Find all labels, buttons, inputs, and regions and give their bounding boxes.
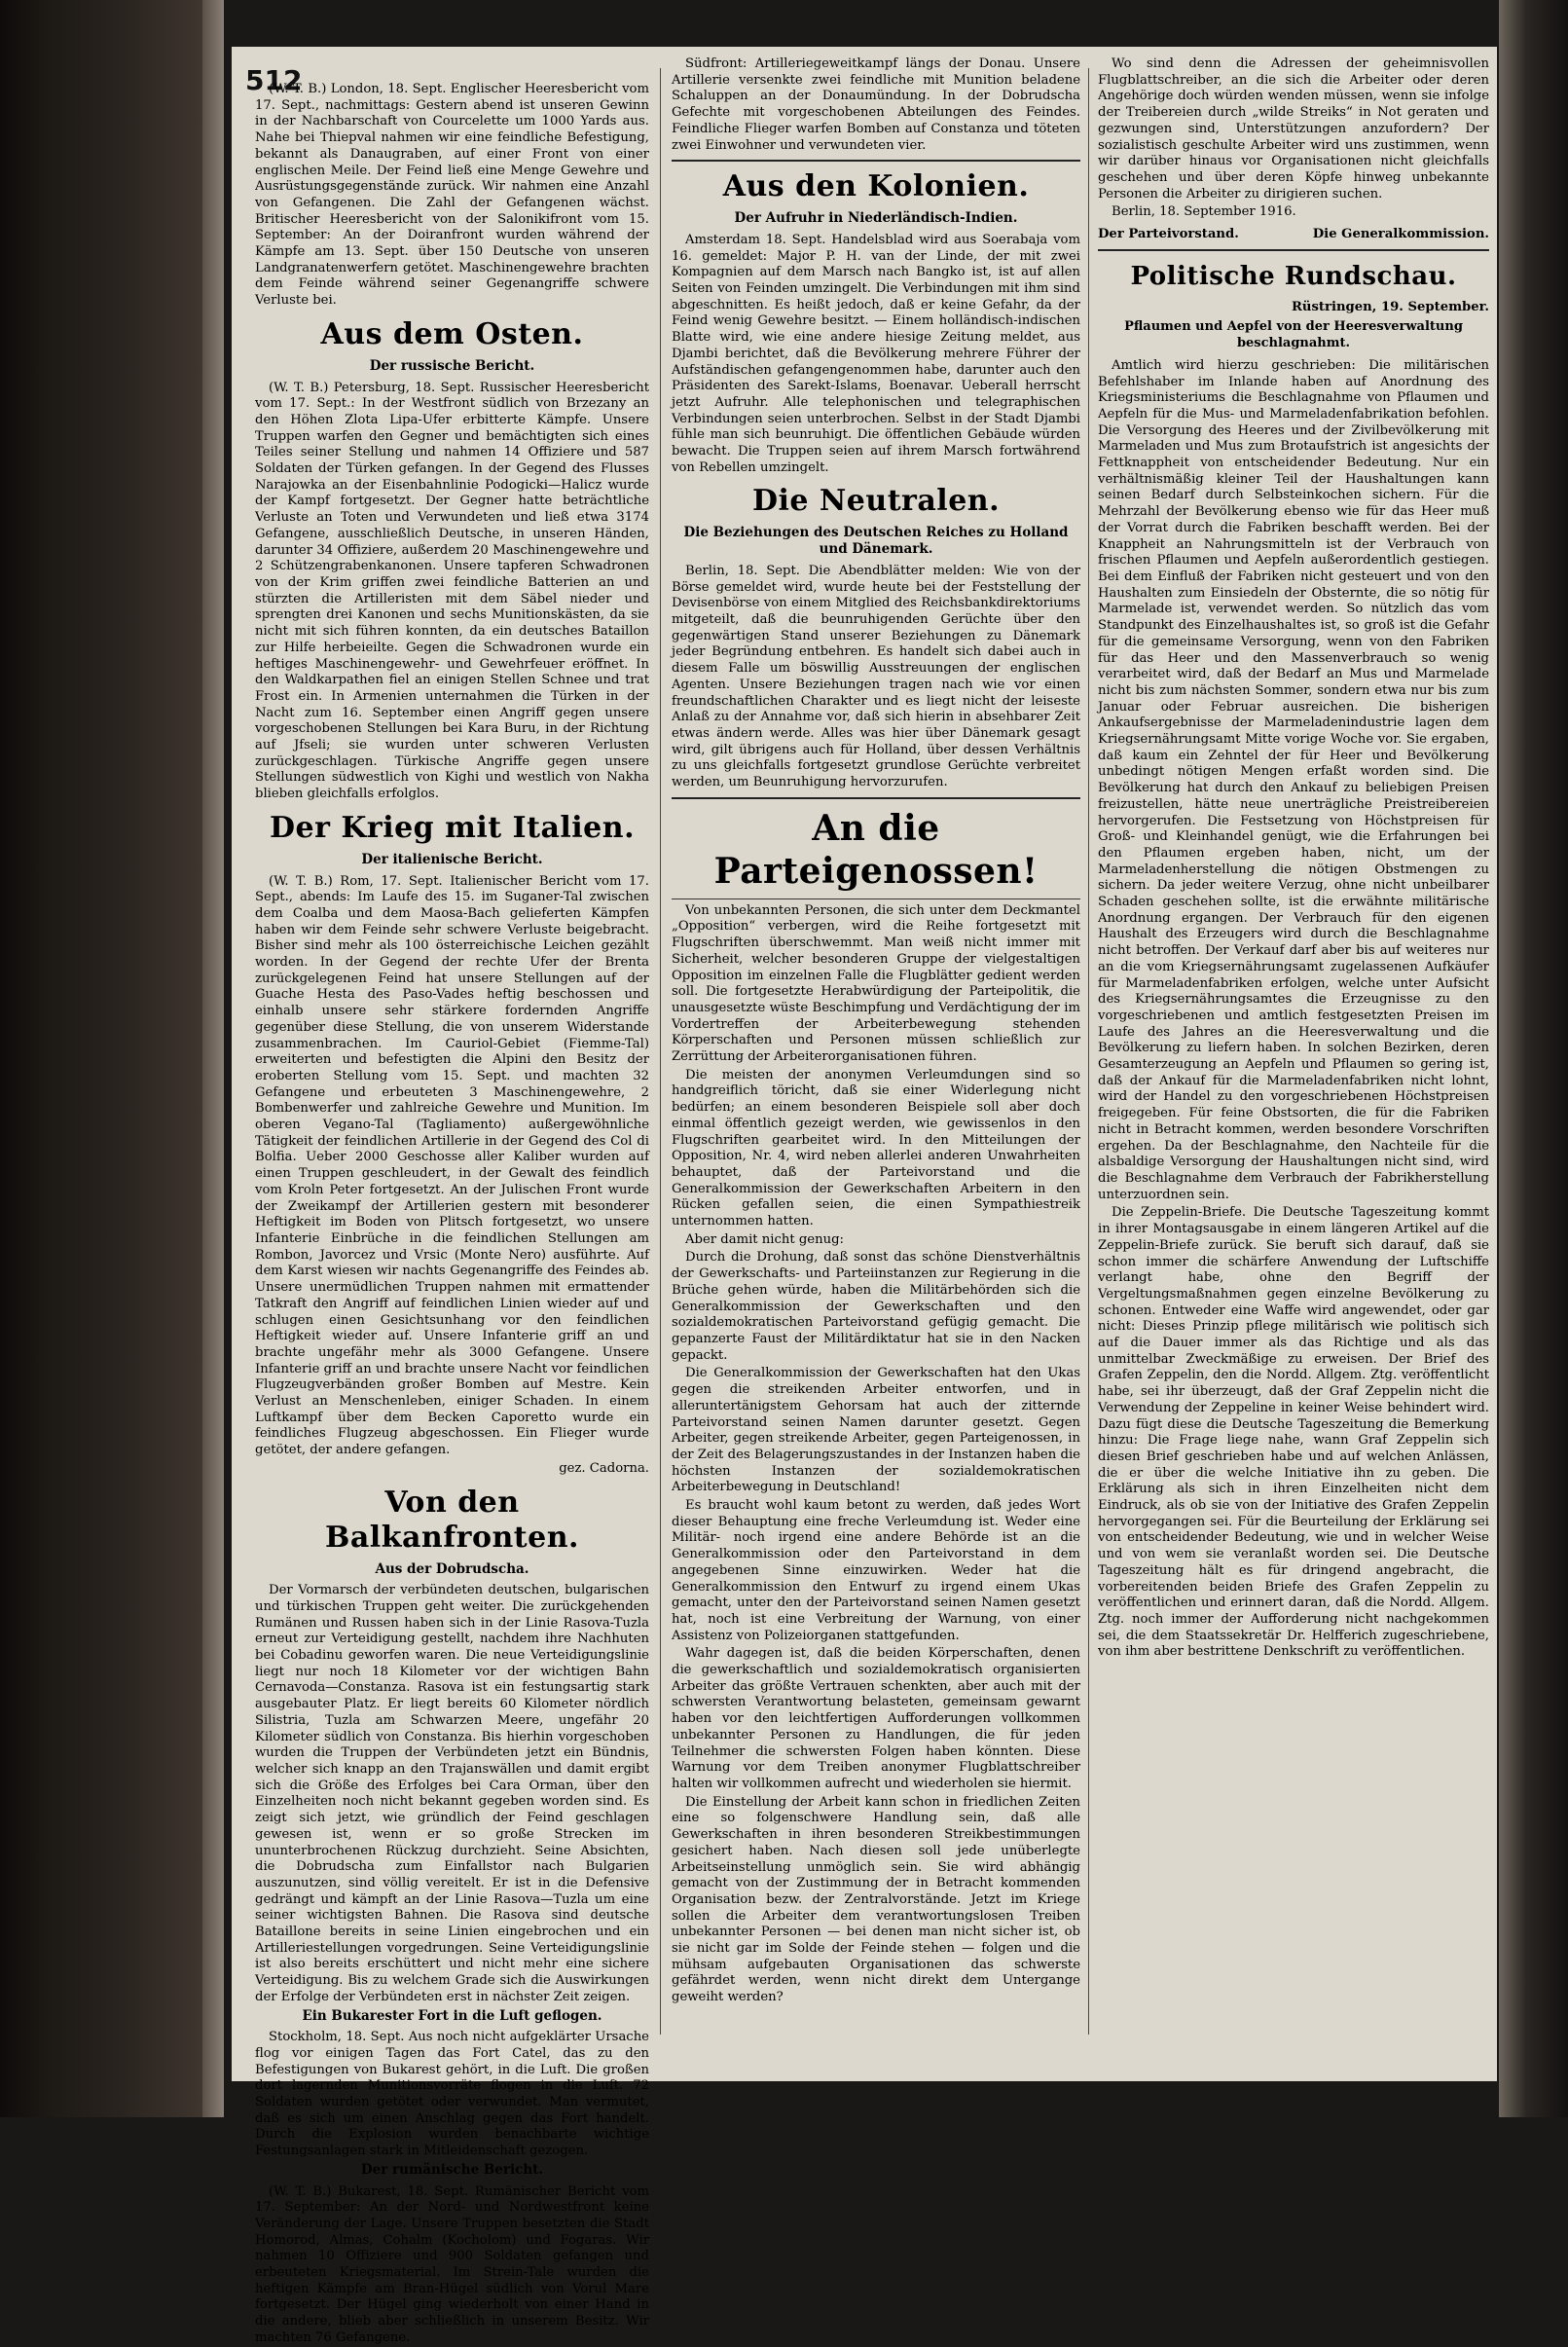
divider [672, 160, 1080, 162]
article-dobrudscha: Der Vormarsch der verbündeten deutschen, bulgarischen und türkischen Truppen geht weiter. Die zurückgehenden Rumänen und Russen haben sich in der Linie Rasova-Tuzla erneut zur Verteidigung gestellt, nachdem ihre Nachhuten bei Cobadinu geworfen waren. Die neue Verteidigungslinie liegt nur noch 18 Kilometer vor der wichtigen Bahn Cernavoda—Constanza. Rasova ist ein festungsartig stark ausgebauter Platz. Er liegt bereits 60 Kilometer nördlich Silistria, Tuzla am Schwarzen Meere, ungefähr 20 Kilometer südlich von Constanza. Bis hierhin vorgeschoben wurden die Truppen der Verbündeten jetzt ein Bündnis, welcher sich knapp an den Trajanswällen und damit ergibt sich die Größe des Erfolges bei Cara Orman, über den Einzelheiten noch nicht bekannt gegeben worden sind. Es zeigt sich jetzt, wie gründlich der Feind geschlagen gewesen ist, wenn er so große Strecken im ununterbrochenen Rückzug durchzieht. Seine Absichten, die Dobrudscha zum Einfallstor nach Bulgarien auszunutzen, sind völlig vereitelt. Er ist in die Defensive gedrängt und kämpft an der Linie Rasova—Tuzla um eine seiner wichtigsten Bahnen. Die Rasova sind deutsche Bataillone bereits in seine Linien eingebrochen und ein Artilleriestellungen vorgedrungen. Seine Verteidigungslinie ist also bereits erschüttert und nicht mehr eine sichere Verteidigung. Bis zu welchem Grade sich die Auswirkungen der Erfolge der Verbündeten erst in nächster Zeit zeigen. [255, 1583, 649, 2004]
headline-balkan: Von den Balkanfronten. [325, 1485, 579, 1555]
article-partei-p5: Die Generalkommission der Gewerkschaften hat den Ukas gegen die streikenden Arbeiter entworfen, und in alleruntertänigstem Gehorsam hat auch der zitternde Parteivorstand seinen Namen darunter gesetzt. Gegen Arbeiter, gegen streikende Arbeiter, gegen Parteigenossen, in der Zeit des Belagerungszustandes in der Instanzen haben die höchsten Instanzen der sozialdemokratischen Arbeiterbewegung in Deutschland! [672, 1366, 1080, 1495]
article-pflaumen: Amtlich wird hierzu geschrieben: Die militärischen Befehlshaber im Inlande haben auf Anordnung des Kriegsministeriums die Beschlagnahme von Pflaumen und Aepfeln für die Mus- und Marmeladenfabrikation befohlen. Die Versorgung des Heeres und der Zivilbevölkerung mit Marmeladen und Mus zum Brotaufstrich ist angesichts der Fettknappheit von entscheidender Bedeutung. Nur ein verhältnismäßig kleiner Teil der Haushaltungen kann seinen Bedarf durch Selbsteinkochen sichern. Für die Mehrzahl der Bevölkerung ebenso wie für das Heer muß der Vorrat durch die Fabriken beschafft werden. Bei der Knappheit an Nahrungsmitteln ist der Verbrauch von frischen Pflaumen und Aepfeln außerordentlich gestiegen. Bei dem Einfluß der Fabriken nicht gesteuert und von den Haushalten zum Einsiedeln der Obsternte, die so nötig für Marmelade ist, verwendet werden. So nützlich das vom Standpunkt des Einzelhaushaltes ist, so groß ist die Gefahr für die gemeinsame Versorgung, wenn von den Fabriken für das Heer und den Massenverbrauch so wenig verarbeitet wird, daß der Bedarf an Mus und Marmelade nicht bis zum nächsten Sommer, sondern etwa nur bis zum Januar oder Februar ausreichen. Die bisherigen Ankaufsergebnisse der Marmeladenindustrie lagen dem Kriegsernährungsamt Mitte vorige Woche vor. Sie ergaben, daß kaum ein Zehntel der für Heer und Bevölkerung unbedingt nötigen Mengen erfaßt worden sind. Die Bevölkerung hat durch den Ankauf zu beliebigen Preisen freizustellen, hätte neue unerträgliche Preistreibereien hervorgerufen. Die Festsetzung von Höchstpreisen für Groß- und Kleinhandel genügt, wie die Erfahrungen bei den Pflaumen ergeben haben, nicht, um der Marmeladenherstellung die nötigen Obstmengen zu sichern. Da jeder weitere Verzug, ohne nicht unbeilbarer Schaden geschehen sollte, ist die erwähnte militärische Anordnung ergangen. Der Verbrauch für den eigenen Haushalt des Erzeugers wird durch die Beschlagnahme nicht betroffen. Der Verkauf darf aber bis auf weiteres nur an die vom Kriegsernährungsamt zugelassenen Aufkäufer für Marmeladenfabriken erfolgen, welche unter Aufsicht des Kriegsernährungsamtes die Erzeugnisse zu den vorgeschriebenen und amtlich festgesetzten Preisen im Laufe des Jahres an die Heeresverwaltung und die Bevölkerung zu liefern haben. In solchen Bezirken, deren Gesamterzeugung an Aepfeln und Pflaumen so gering ist, daß der Ankauf für die Marmeladenfabriken nicht lohnt, wird der Handel zu den vorgeschriebenen Höchstpreisen freigegeben. Für feine Obstsorten, die für die Fabriken nicht in Betracht kommen, werden besondere Vorschriften ergehen. Da der Beschlagnahme, den Nachteile für die alsbaldige Versorgung der Haushaltungen nicht sind, wird die Beschlagnahme dem Verbrauch der Fabrikherstellung unterzuordnen sein. [1098, 357, 1489, 1202]
article-rumaenisch: (W. T. B.) Bukarest, 18. Sept. Rumänischer Bericht vom 17. September: An der Nord- und Nordwestfront keine Veränderung der Lage. Unsere Truppen besetzten die Stadt Homorod, Almas, Cohalm (Kocholom) und Fogaras. Wir nahmen 10 Offiziere und 900 Soldaten gefangen und erbeuteten Kriegsmaterial. Im Strein-Tale wurden die heftigen Kämpfe am Bran-Hügel südlich von Vorul Mare fortgesetzt. Der Hügel ging wiederholt von einer Hand in die andere, blieb aber schließlich in unserem Besitz. Wir machten 76 Gefangene. [255, 2183, 649, 2345]
subheading-indien: Der Aufruhr in Niederländisch-Indien. [734, 210, 1018, 227]
article-partei-p4: Durch die Drohung, daß sonst das schöne Dienstverhältnis der Gewerkschafts- und Parteiinstanzen zur Regierung in die Brüche gehen würde, haben die Militärbehörden sich die Generalkommission der Gewerkschaften und den sozialdemokratischen Parteivorstand gefügig gemacht. Die gepanzerte Faust der Militärdiktatur hat sie in den Nacken gepackt. [672, 1250, 1080, 1363]
subheading-dobrudscha: Aus der Dobrudscha. [375, 1560, 529, 1577]
book-binding [0, 0, 224, 2117]
subheading-pflaumen: Pflaumen und Aepfel von der Heeresverwaltung beschlagnahmt. [1124, 319, 1463, 351]
article-suedfront: Südfront: Artilleriegeweitkampf längs der Donau. Unsere Artillerie versenkte zwei feindliche mit Munition beladene Schaluppen an der Donaumündung. In der Dobrudscha Gefechte mit vorgeschobenen Abteilungen des Feindes. Feindliche Flieger warfen Bomben auf Constanza und töteten zwei Einwohner und verwundeten vier. [672, 56, 1080, 153]
article-partei-p1: Von unbekannten Personen, die sich unter dem Deckmantel „Opposition“ verbergen, wird die Reihe fortgesetzt mit Flugschriften überschwemmt. Man weiß nicht immer mit Sicherheit, welcher besonderen Gruppe der vielgestaltigen Opposition im einzelnen Falle die Flugblätter gedient werden soll. Die fortgesetzte Herabwürdigung der Parteipolitik, die unausgesetzte wüste Beschimpfung und Verdächtigung der im Vordertreffen der Arbeiterbewegung stehenden Körperschaften und Personen müssen schließlich zur Zerrüttung der Arbeiterorganisationen führen. [672, 902, 1080, 1065]
column-divider [660, 68, 661, 2035]
dateline-berlin: Berlin, 18. September 1916. [1112, 204, 1296, 220]
subheading-russisch: Der russische Bericht. [369, 357, 535, 374]
column-right [1098, 56, 1489, 2052]
divider [672, 797, 1080, 799]
column-divider [1088, 68, 1089, 2035]
article-neutralen: Berlin, 18. Sept. Die Abendblätter melden: Wie von der Börse gemeldet wird, wurde heute bei der Feststellung der Devisenbörse von einem Mitglied des Reichsbankdirektoriums mitgeteilt, daß die beunruhigenden Gerüchte über den gegenwärtigen Stand unserer Beziehungen zu Dänemark jeder Begründung entbehren. Es handelt sich dabei auch in diesem Falle um böswillig Ausstreuungen der englischen Agenten. Unsere Beziehungen tragen nach wie vor einen freundschaftlichen Charakter und es liegt nicht der leiseste Anlaß zu der Annahme vor, daß sich hierin in absehbarer Zeit etwas ändern werde. Alles was hier über Dänemark gesagt wird, gilt übrigens auch für Holland, über dessen Verhältnis zu uns gleichfalls fortgesetzt grundlose Gerüchte verbreitet werden, um Beunruhigung hervorzurufen. [672, 563, 1080, 790]
article-flugblatt: Wo sind denn die Adressen der geheimnisvollen Flugblattschreiber, an die sich die Arbeiter oder deren Angehörige doch würden wenden müssen, wenn sie infolge der Treibereien durch „wilde Streiks“ in Not geraten und gezwungen sind, Unterstützungen anzufordern? Der sozialistisch geschulte Arbeiter wird uns zustimmen, wenn wir darüber hinaus vor Organisationen nicht gleichfalls geschehen und über deren Köpfe hinweg unbekannte Personen die Arbeiter zu dirigieren suchen. [1098, 56, 1489, 202]
headline-rundschau: Politische Rundschau. [1130, 261, 1457, 291]
headline-kolonien: Aus den Kolonien. [722, 169, 1030, 204]
headline-neutralen: Die Neutralen. [751, 484, 1001, 519]
column-middle [672, 56, 1080, 2052]
article-partei-p3: Aber damit nicht genug: [685, 1231, 844, 1247]
page-edge [1499, 0, 1568, 2117]
article-partei-p6: Es braucht wohl kaum betont zu werden, daß jedes Wort dieser Behauptung eine freche Verleumdung ist. Weder eine Militär- noch irgend eine andere Behörde ist an die Generalkommission oder den Parteivorstand in dem angegebenen Sinne einzuwirken. Weder hat die Generalkommission den Entwurf zu irgend einem Ukas gemacht, unter den der Parteivorstand seinen Namen gesetzt hat, noch ist eine Verbreitung der Warnung, von einer Assistenz von Polizeiorganen stattgefunden. [672, 1498, 1080, 1643]
subheading-rumaenisch: Der rumänische Bericht. [360, 2161, 544, 2178]
article-russisch: (W. T. B.) Petersburg, 18. Sept. Russischer Heeresbericht vom 17. Sept.: In der Westfront südlich von Brzezany an den Höhen Zlota Lipa-Ufer erbitterte Kämpfe. Unsere Truppen warfen den Gegner und bemächtigten sich eines Teiles seiner Stellung und nahmen 14 Offiziere und 587 Soldaten der Türken gefangen. In der Gegend des Flusses Narajowka an der Eisenbahnlinie Podogicki—Halicz wurde der Kampf fortgesetzt. Der Gegner hatte beträchtliche Verluste an Toten und Verwundeten und ließ etwa 3174 Gefangene, ausschließlich Deutsche, in unseren Händen, darunter 34 Offiziere, außerdem 20 Maschinengewehre und 2 Schützengrabenkanonen. Unsere tapferen Schwadronen von der Krim griffen zwei feindliche Batterien an und stürzten die Artilleristen mit dem Säbel nieder und sprengten drei Kanonen und sechs Munitionskästen, da sie nicht mit sich führen konnten, da ein deutsches Bataillon zur Hilfe herbeieilte. Gegen die Schwadronen wurde ein heftiges Maschinengewehr- und Gewehrfeuer eröffnet. In den Waldkarpathen fiel an einigen Stellen Schnee und trat Frost ein. In Armenien unternahmen die Türken in der Nacht zum 16. September einen Angriff gegen unsere vorgeschobenen Stellungen bei Kara Buru, in der Richtung auf Jfseli; sie wurden unter schweren Verlusten zurückgeschlagen. Türkische Angriffe gegen unsere Stellungen südwestlich von Kighi und westlich von Nakha blieben gleichfalls erfolglos. [255, 380, 649, 802]
divider [1098, 249, 1489, 251]
headline-italien: Der Krieg mit Italien. [269, 810, 636, 845]
article-bukarest-fort: Stockholm, 18. Sept. Aus noch nicht aufgeklärter Ursache flog vor einigen Tagen das Fort Catel, das zu den Befestigungen von Bukarest gehört, in die Luft. Die großen dort lagernden Munitionsvorräte flogen in die Luft. 72 Soldaten wurden getötet oder verwundet. Man vermutet, daß es sich um einen Anschlag gegen das Fort handelt. Durch die Explosion wurden benachbarte wichtige Festungsanlagen stark in Mitleidenschaft gezogen. [255, 2030, 649, 2159]
article-partei-p8: Die Einstellung der Arbeit kann schon in friedlichen Zeiten eine so folgenschwere Handlung sein, daß alle Gewerkschaften in ihren besonderen Streikbestimmungen gesichert haben. Nach diesen soll jede unüberlegte Arbeitseinstellung unmöglich sein. Sie wird abhängig gemacht von der Zustimmung der in Betracht kommenden Organisation bezw. der Zentralvorstände. Jetzt im Kriege sollen die Arbeiter dem verantwortungslosen Treiben unbekannter Personen — bei denen man nicht sicher ist, ob sie nicht gar im Solde der Feinde stehen — folgen und die mühsam aufgebauten Organisationen das schwerste gefährdet werden, wenn nicht direkt dem Untergange geweiht werden? [672, 1794, 1080, 2005]
column-left [255, 56, 649, 2345]
subheading-bukarest-fort: Ein Bukarester Fort in die Luft geflogen. [302, 2007, 602, 2024]
headline-osten: Aus dem Osten. [320, 316, 584, 351]
subheading-italienisch: Der italienische Bericht. [361, 851, 543, 867]
rundschau-dateline: Rüstringen, 19. September. [1291, 299, 1489, 314]
signature-generalkommission: Die Generalkommission. [1312, 227, 1489, 242]
signature-parteivorstand: Der Parteivorstand. [1098, 227, 1239, 242]
article-zeppelin: Die Zeppelin-Briefe. Die Deutsche Tageszeitung kommt in ihrer Montagsausgabe in einem längeren Artikel auf die Zeppelin-Briefe zurück. Sie beruft sich darauf, daß sie schon immer die schärfere Anwendung der Luftschiffe verlangt habe, ohne den Begriff der Vergeltungsmaßnahmen gegen einzelne Bevölkerung zu schonen. Entweder eine Waffe wird angewendet, oder gar nicht: Dieses Prinzip pflege militärisch wie politisch sich auf die Dauer immer als das Richtige und als das unmittelbar Zweckmäßige zu erweisen. Der Brief des Grafen Zeppelin, den die Nordd. Allgem. Ztg. veröffentlicht habe, sei ihr überzeugt, daß der Graf Zeppelin nicht die Verwendung der Zeppeline in keiner Weise behindert wird. Dazu fügt diese die Deutsche Tageszeitung die Bemerkung hinzu: Die Frage liege nahe, wann Graf Zeppelin sich diesen Brief geschrieben habe und auf welchen Anlässen, die er über die welche Initiative ihn zu geben. Die Erklärung als sich in ihren Einzelheiten nicht dem Eindruck, als ob sie von der Initiative des Grafen Zeppelin hervorgegangen sei. Für die Beurteilung der Erklärung sei von entscheidender Bedeutung, wie und in welcher Weise und von wem sie veranlaßt worden sei. Die Deutsche Tageszeitung hält es für dringend angebracht, die vorbereitenden beiden Briefe des Grafen Zeppelin zu veröffentlichen und erinnert daran, daß die Nordd. Allgem. Ztg. noch immer der Aufforderung nicht nachgekommen sei, die dem Staatssekretär Dr. Helfferich zugeschriebene, von ihm aber bestrittene Denkschrift zu veröffentlichen. [1098, 1205, 1489, 1660]
article-partei-p7: Wahr dagegen ist, daß die beiden Körperschaften, denen die gewerkschaftlich und sozialdemokratisch organisierten Arbeiter das größte Vertrauen schenkten, aber auch mit der schwersten Verantwortung belasteten, gemeinsam gewarnt haben vor den leichtfertigen Aufforderungen vollkommen unbekannter Personen zu Handlungen, die für jeden Teilnehmer die schwersten Folgen haben könnten. Diese Warnung vor dem Treiben anonymer Flugblattschreiber halten wir vollkommen aufrecht und wiederholen sie hiermit. [672, 1646, 1080, 1791]
article-kolonien: Amsterdam 18. Sept. Handelsblad wird aus Soerabaja vom 16. gemeldet: Major P. H. van der Linde, der mit zwei Kompagnien auf dem Marsch nach Bangko ist, ist auf allen Seiten von Feinden umzingelt. Die Verbindungen mit ihm sind abgeschnitten. Es heißt jedoch, daß er keine Gefahr, da der Feind wenig Gewehre besitzt. — Einem holländisch-indischen Blatte wird, wie eine andere hiesige Zeitung meldet, aus Djambi berichtet, daß die Bevölkerung mehrere Führer der Aufständischen gefangengenommen habe, darunter auch den Präsidenten des Sarekt-Islams, Boenavar. Ueberall herrscht jetzt Aufruhr. Alle telephonischen und telegraphischen Verbindungen seien unterbrochen. Selbst in der Stadt Djambi fühle man sich beunruhigt. Die öffentlichen Gebäude würden bewacht. Die Truppen seien auf ihrem Marsch fortwährend von Rebellen umzingelt. [672, 232, 1080, 475]
divider [672, 898, 1080, 899]
subheading-holland-daenemark: Die Beziehungen des Deutschen Reiches zu Holland und Dänemark. [683, 525, 1069, 558]
signatures [1098, 227, 1489, 243]
signature-cadorna: gez. Cadorna. [559, 1460, 649, 1476]
article-partei-p2: Die meisten der anonymen Verleumdungen sind so handgreiflich töricht, daß sie einer Widerlegung nicht bedürfen; an einem besonderen Beispiele soll aber doch einmal öffentlich gezeigt werden, wie gewissenlos in den Flugschriften gearbeitet wird. In den Mitteilungen der Opposition, Nr. 4, wird neben allerlei anderen Unwahrheiten behauptet, daß der Parteivorstand und die Generalkommission der Gewerkschaften Arbeitern in den Rücken gefallen seien, die einen Sympathiestreik unternommen hatten. [672, 1067, 1080, 1229]
article-italienisch: (W. T. B.) Rom, 17. Sept. Italienischer Bericht vom 17. Sept., abends: Im Laufe des 15. im Suganer-Tal zwischen dem Coalba und dem Maosa-Bach gelieferten Kämpfen haben wir dem Feinde sehr schwere Verluste beigebracht. Bisher sind mehr als 100 österreichische Leichen gezählt worden. In der Gegend der rechte Ufer der Brenta zurückgelegenen Feind hat unsere Stellungen auf der Guache Hesta des Paso-Vades heftig beschossen und einhalb unsere sehr stärkere fordernden Angriffe gegenüber diese Stellung, die von unserem Widerstande zusammenbrachen. Im Cauriol-Gebiet (Fiemme-Tal) erweiterten und befestigten die Alpini den Besitz der eroberten Stellung vom 15. Sept. und machten 32 Gefangene und erbeuteten 3 Maschinengewehre, 2 Bombenwerfer und zahlreiche Gewehre und Munition. Im oberen Vegano-Tal (Tagliamento) außergewöhnliche Tätigkeit der feindlichen Artillerie in der Gegend des Col di Bolfia. Ueber 2000 Geschosse aller Kaliber wurden auf einen Truppen geschleudert, in der Gewalt des feindlich vom Kroln Peter fortgesetzt. An der Julischen Front wurde der Zweikampf der Artillerien gestern mit besonderer Heftigkeit im Boden von Plitsch fortgesetzt, wo unsere Infanterie Einbrüche in die feindlichen Stellungen am Rombon, Javorcez und Vrsic (Monte Nero) ausführte. Auf dem Karst wiesen wir nachts Gegenangriffe des Feindes ab. Unsere unermüdlichen Truppen nahmen mit ermattender Tatkraft den Angriff auf feindlichen Linien wieder auf und schlugen einen Gesichtsunhang vor den feindlichen Heftigkeit wieder auf. Unsere Infanterie griff an und brachte ungefähr mehr als 3000 Gefangene. Unsere Infanterie griff an und brachte unsere Nacht vor feindlichen Flugzeugverbänden großer Bomben auf Mestre. Kein Verlust an Menschenleben, einiger Schaden. In einem Luftkampf über dem Becken Caporetto wurde ein feindliches Flugzeug abgeschossen. Ein Flieger wurde getötet, der andere gefangen. [255, 873, 649, 1458]
page-number: 512 [245, 64, 303, 96]
headline-parteigenossen: An die Parteigenossen! [713, 807, 1039, 892]
article-london: (W. T. B.) London, 18. Sept. Englischer Heeresbericht vom 17. Sept., nachmittags: Gestern abend ist unseren Gewinn in der Nachbarschaft von Courcelette um 1000 Yards aus. Nahe bei Thiepval nahmen wir eine feindliche Befestigung, bekannt als Danaugraben, auf einer Front von einer englischen Meile. Der Feind ließ eine Menge Gewehre und Ausrüstungsgegenstände zurück. Wir nahmen eine Anzahl von Gefangenen. Die Zahl der Gefangenen wächst. Britischer Heeresbericht von der Salonikifront vom 15. September: An der Doiranfront wurden während der Kämpfe am 13. Sept. über 150 Deutsche von unseren Landgranatenwerfern getötet. Maschinengewehre brachten dem Feinde während seiner Gegenangriffe schwere Verluste bei. [255, 82, 649, 309]
